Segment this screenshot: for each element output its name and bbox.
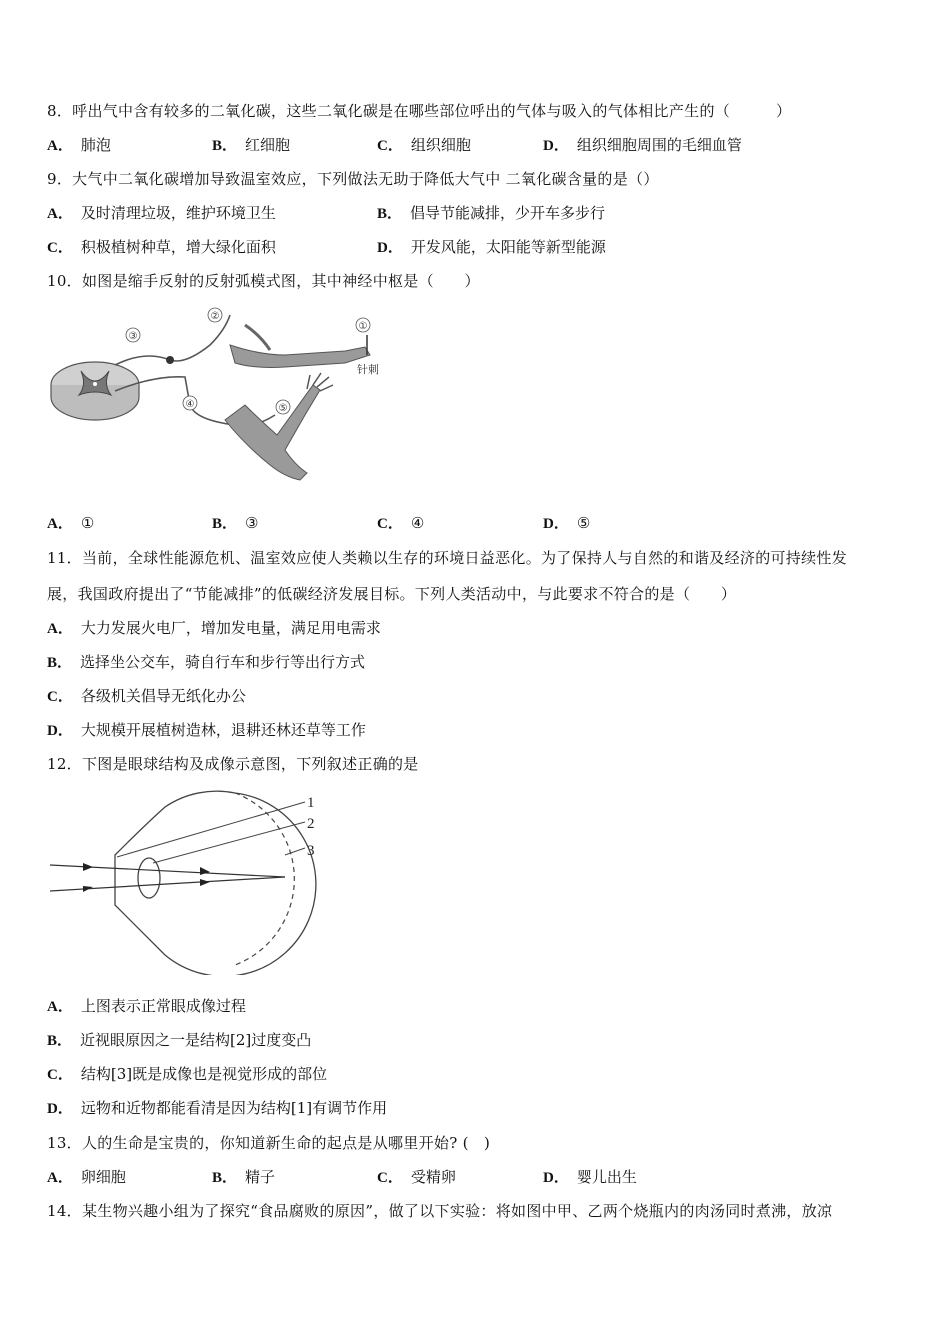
option-letter: D． xyxy=(543,1170,569,1186)
option-text: 及时清理垃圾，维护环境卫生 xyxy=(80,204,276,222)
q11-option-b xyxy=(47,652,365,673)
label-2: ② xyxy=(210,311,220,322)
ray-arrow-1 xyxy=(83,863,93,871)
question-8-text: 8．呼出气中含有较多的二氧化碳，这些二氧化碳是在哪些部位呼出的气体与吸入的气体相比产生的（ ） xyxy=(47,102,792,120)
option-letter: B． xyxy=(377,206,403,222)
option-letter: D． xyxy=(47,1101,73,1117)
q8-option-c xyxy=(377,135,471,156)
question-14-text: 14．某生物兴趣小组为了探究“食品腐败的原因”，做了以下实验：将如图中甲、乙两个烧瓶内的肉汤同时煮沸，放凉 xyxy=(47,1202,833,1220)
q11-option-c xyxy=(47,686,246,707)
option-text: 近视眼原因之一是结构[2]过度变凸 xyxy=(80,1031,312,1049)
option-text: 结构[3]既是成像也是视觉形成的部位 xyxy=(80,1065,328,1083)
option-letter: A． xyxy=(47,1170,73,1186)
option-letter: C． xyxy=(377,516,403,532)
eyeball-figure xyxy=(45,785,335,975)
q10-option-c xyxy=(377,513,424,534)
question-9-text: 9．大气中二氧化碳增加导致温室效应，下列做法无助于降低大气中 二氧化碳含量的是（） xyxy=(47,170,659,188)
option-text: 积极植树种草，增大绿化面积 xyxy=(80,238,276,256)
eyeball-outline xyxy=(115,791,316,975)
option-letter: A． xyxy=(47,621,73,637)
q9-option-c xyxy=(47,237,276,258)
option-text: 组织细胞 xyxy=(410,136,471,154)
pointer-line-3 xyxy=(285,848,305,855)
q12-option-b xyxy=(47,1030,311,1051)
q13-option-d xyxy=(543,1167,637,1188)
option-letter: D． xyxy=(47,723,73,739)
option-letter: A． xyxy=(47,999,73,1015)
q10-option-a xyxy=(47,513,94,534)
label-1: ① xyxy=(358,321,368,332)
label-3: ③ xyxy=(128,331,138,342)
option-text: 组织细胞周围的毛细血管 xyxy=(576,136,742,154)
option-letter: D． xyxy=(543,138,569,154)
option-text: ③ xyxy=(245,514,259,532)
lower-arm xyxy=(225,385,320,480)
option-letter: B． xyxy=(212,138,238,154)
question-11-text-line1: 11．当前，全球性能源危机、温室效应使人类赖以生存的环境日益恶化。为了保持人与自然的和谐及经济的可持续性发 xyxy=(47,549,847,567)
q13-option-a xyxy=(47,1167,126,1188)
option-text: 倡导节能减排，少开车多步行 xyxy=(410,204,606,222)
q9-option-b xyxy=(377,203,605,224)
option-letter: D． xyxy=(377,240,403,256)
option-text: ⑤ xyxy=(576,514,591,532)
pointer-line-2 xyxy=(153,822,305,863)
option-text: 肺泡 xyxy=(80,136,111,154)
reflex-arc-figure xyxy=(45,305,390,490)
option-letter: C． xyxy=(47,240,73,256)
q9-option-d xyxy=(377,237,606,258)
option-text: 婴儿出生 xyxy=(576,1168,637,1186)
q13-option-c xyxy=(377,1167,456,1188)
option-text: ④ xyxy=(410,514,425,532)
option-letter: B． xyxy=(212,516,238,532)
option-letter: A． xyxy=(47,516,73,532)
option-letter: D． xyxy=(543,516,569,532)
ganglion xyxy=(166,356,174,364)
needle-label: 针刺 xyxy=(357,364,379,376)
option-letter: A． xyxy=(47,138,73,154)
eye-label-2: 2 xyxy=(307,816,315,832)
option-letter: C． xyxy=(47,1067,73,1083)
question-11-text-line2: 展，我国政府提出了“节能减排”的低碳经济发展目标。下列人类活动中，与此要求不符合的是（ ） xyxy=(47,585,737,603)
upper-arm-muscle xyxy=(245,325,270,350)
label-5: ⑤ xyxy=(278,403,288,414)
q12-option-d xyxy=(47,1098,387,1119)
option-letter: B． xyxy=(212,1170,238,1186)
ray-arrow-4 xyxy=(200,879,210,886)
q8-option-d xyxy=(543,135,742,156)
q8-option-a xyxy=(47,135,111,156)
option-letter: C． xyxy=(377,138,403,154)
spinal-cord-illustration xyxy=(51,362,139,420)
lens xyxy=(138,858,160,898)
option-text: ① xyxy=(80,514,95,532)
q12-option-a xyxy=(47,996,246,1017)
q11-option-a xyxy=(47,618,381,639)
option-text: 精子 xyxy=(245,1168,276,1186)
q9-option-a xyxy=(47,203,276,224)
option-letter: C． xyxy=(47,689,73,705)
option-text: 各级机关倡导无纸化办公 xyxy=(80,687,246,705)
option-text: 大力发展火电厂，增加发电量，满足用电需求 xyxy=(80,619,381,637)
q10-option-d xyxy=(543,513,590,534)
option-text: 选择坐公交车，骑自行车和步行等出行方式 xyxy=(80,653,366,671)
option-letter: B． xyxy=(47,1033,73,1049)
q13-option-b xyxy=(212,1167,275,1188)
label-4: ④ xyxy=(185,399,195,410)
option-text: 受精卵 xyxy=(410,1168,456,1186)
option-text: 卵细胞 xyxy=(80,1168,126,1186)
option-letter: A． xyxy=(47,206,73,222)
option-text: 开发风能，太阳能等新型能源 xyxy=(410,238,606,256)
eye-label-1: 1 xyxy=(307,795,315,811)
question-13-text: 13．人的生命是宝贵的，你知道新生命的起点是从哪里开始? ( ) xyxy=(47,1134,491,1152)
upper-arm xyxy=(230,345,370,368)
question-10-text: 10．如图是缩手反射的反射弧模式图，其中神经中枢是（ ） xyxy=(47,272,480,290)
q11-option-d xyxy=(47,720,366,741)
q12-option-c xyxy=(47,1064,327,1085)
option-text: 远物和近物都能看清是因为结构[1]有调节作用 xyxy=(80,1099,388,1117)
option-letter: B． xyxy=(47,655,73,671)
option-text: 红细胞 xyxy=(245,136,291,154)
q8-option-b xyxy=(212,135,290,156)
question-12-text: 12．下图是眼球结构及成像示意图，下列叙述正确的是 xyxy=(47,755,419,773)
eye-label-3: 3 xyxy=(307,843,315,859)
option-text: 上图表示正常眼成像过程 xyxy=(80,997,246,1015)
option-text: 大规模开展植树造林，退耕还林还草等工作 xyxy=(80,721,366,739)
option-letter: C． xyxy=(377,1170,403,1186)
ray-arrow-3 xyxy=(200,867,210,875)
q10-option-b xyxy=(212,513,258,534)
